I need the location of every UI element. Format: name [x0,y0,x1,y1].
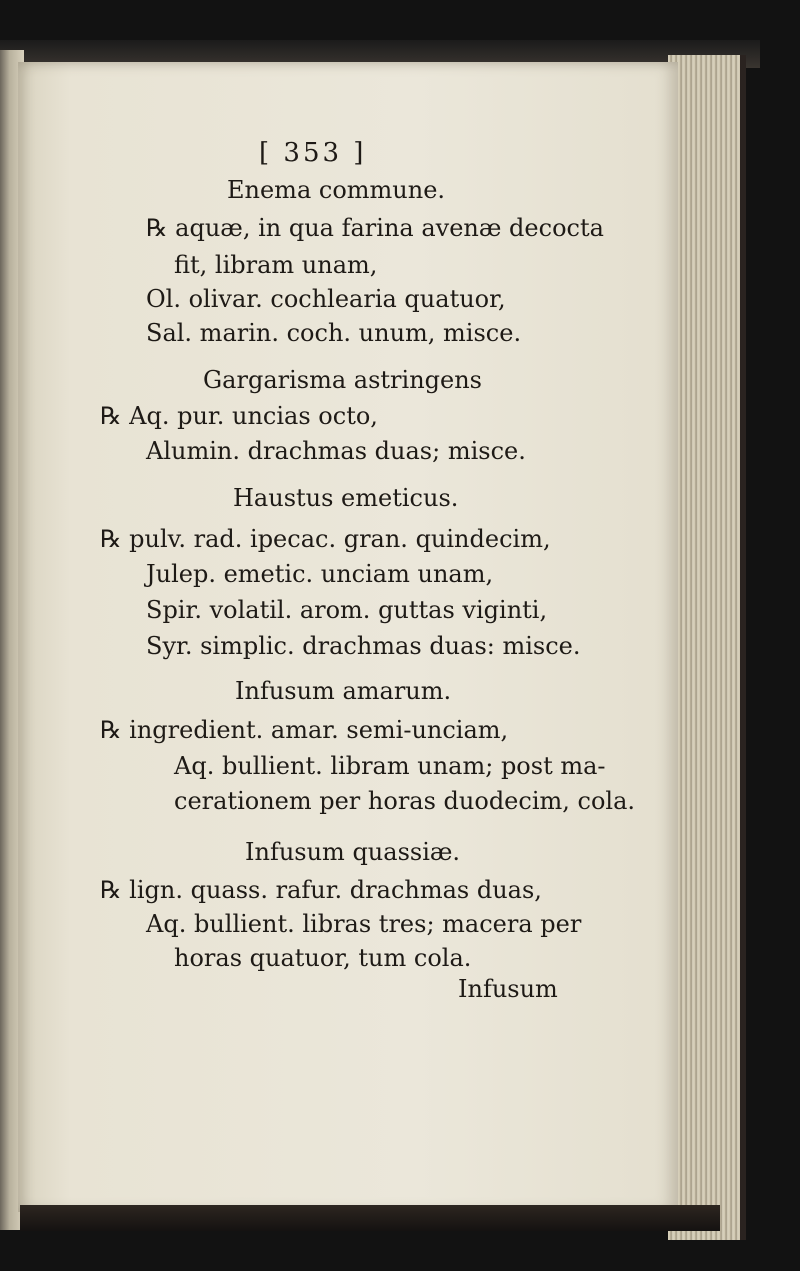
heading-gargarisma: Gargarisma astringens [203,366,482,394]
heading-haustus: Haustus emeticus. [233,484,459,512]
text-line: Aq. bullient. libras tres; macera per [146,910,582,938]
text-line: Julep. emetic. unciam unam, [146,560,494,588]
book-bottom-edge [20,1205,720,1231]
text-line: horas quatuor, tum cola. [174,944,472,972]
text-line: fit, libram unam, [174,251,378,279]
heading-infusum-amarum: Infusum amarum. [235,677,452,705]
text-line: ℞ ingredient. amar. semi-unciam, [100,716,509,744]
text-line: ℞ lign. quass. rafur. drachmas duas, [100,876,542,904]
text-line: cerationem per horas duodecim, cola. [174,787,636,815]
text-line: Ol. olivar. cochlearia quatuor, [146,285,506,313]
text-line: ℞ Aq. pur. uncias octo, [100,402,378,430]
text-line: Spir. volatil. arom. guttas viginti, [146,596,548,624]
text-line: ℞ pulv. rad. ipecac. gran. quindecim, [100,525,551,553]
page-number: [ 353 ] [259,138,367,168]
text-line: ℞ aquæ, in qua farina avenæ decocta [146,214,604,242]
text-line: Alumin. drachmas duas; misce. [146,437,526,465]
text-line: Aq. bullient. libram unam; post ma- [174,752,606,780]
text-line: Sal. marin. coch. unum, misce. [146,319,522,347]
heading-infusum-quassiae: Infusum quassiæ. [245,838,461,866]
heading-enema: Enema commune. [227,176,446,204]
catchword: Infusum [458,975,558,1003]
text-line: Syr. simplic. drachmas duas: misce. [146,632,581,660]
page-fore-edge [668,55,746,1240]
